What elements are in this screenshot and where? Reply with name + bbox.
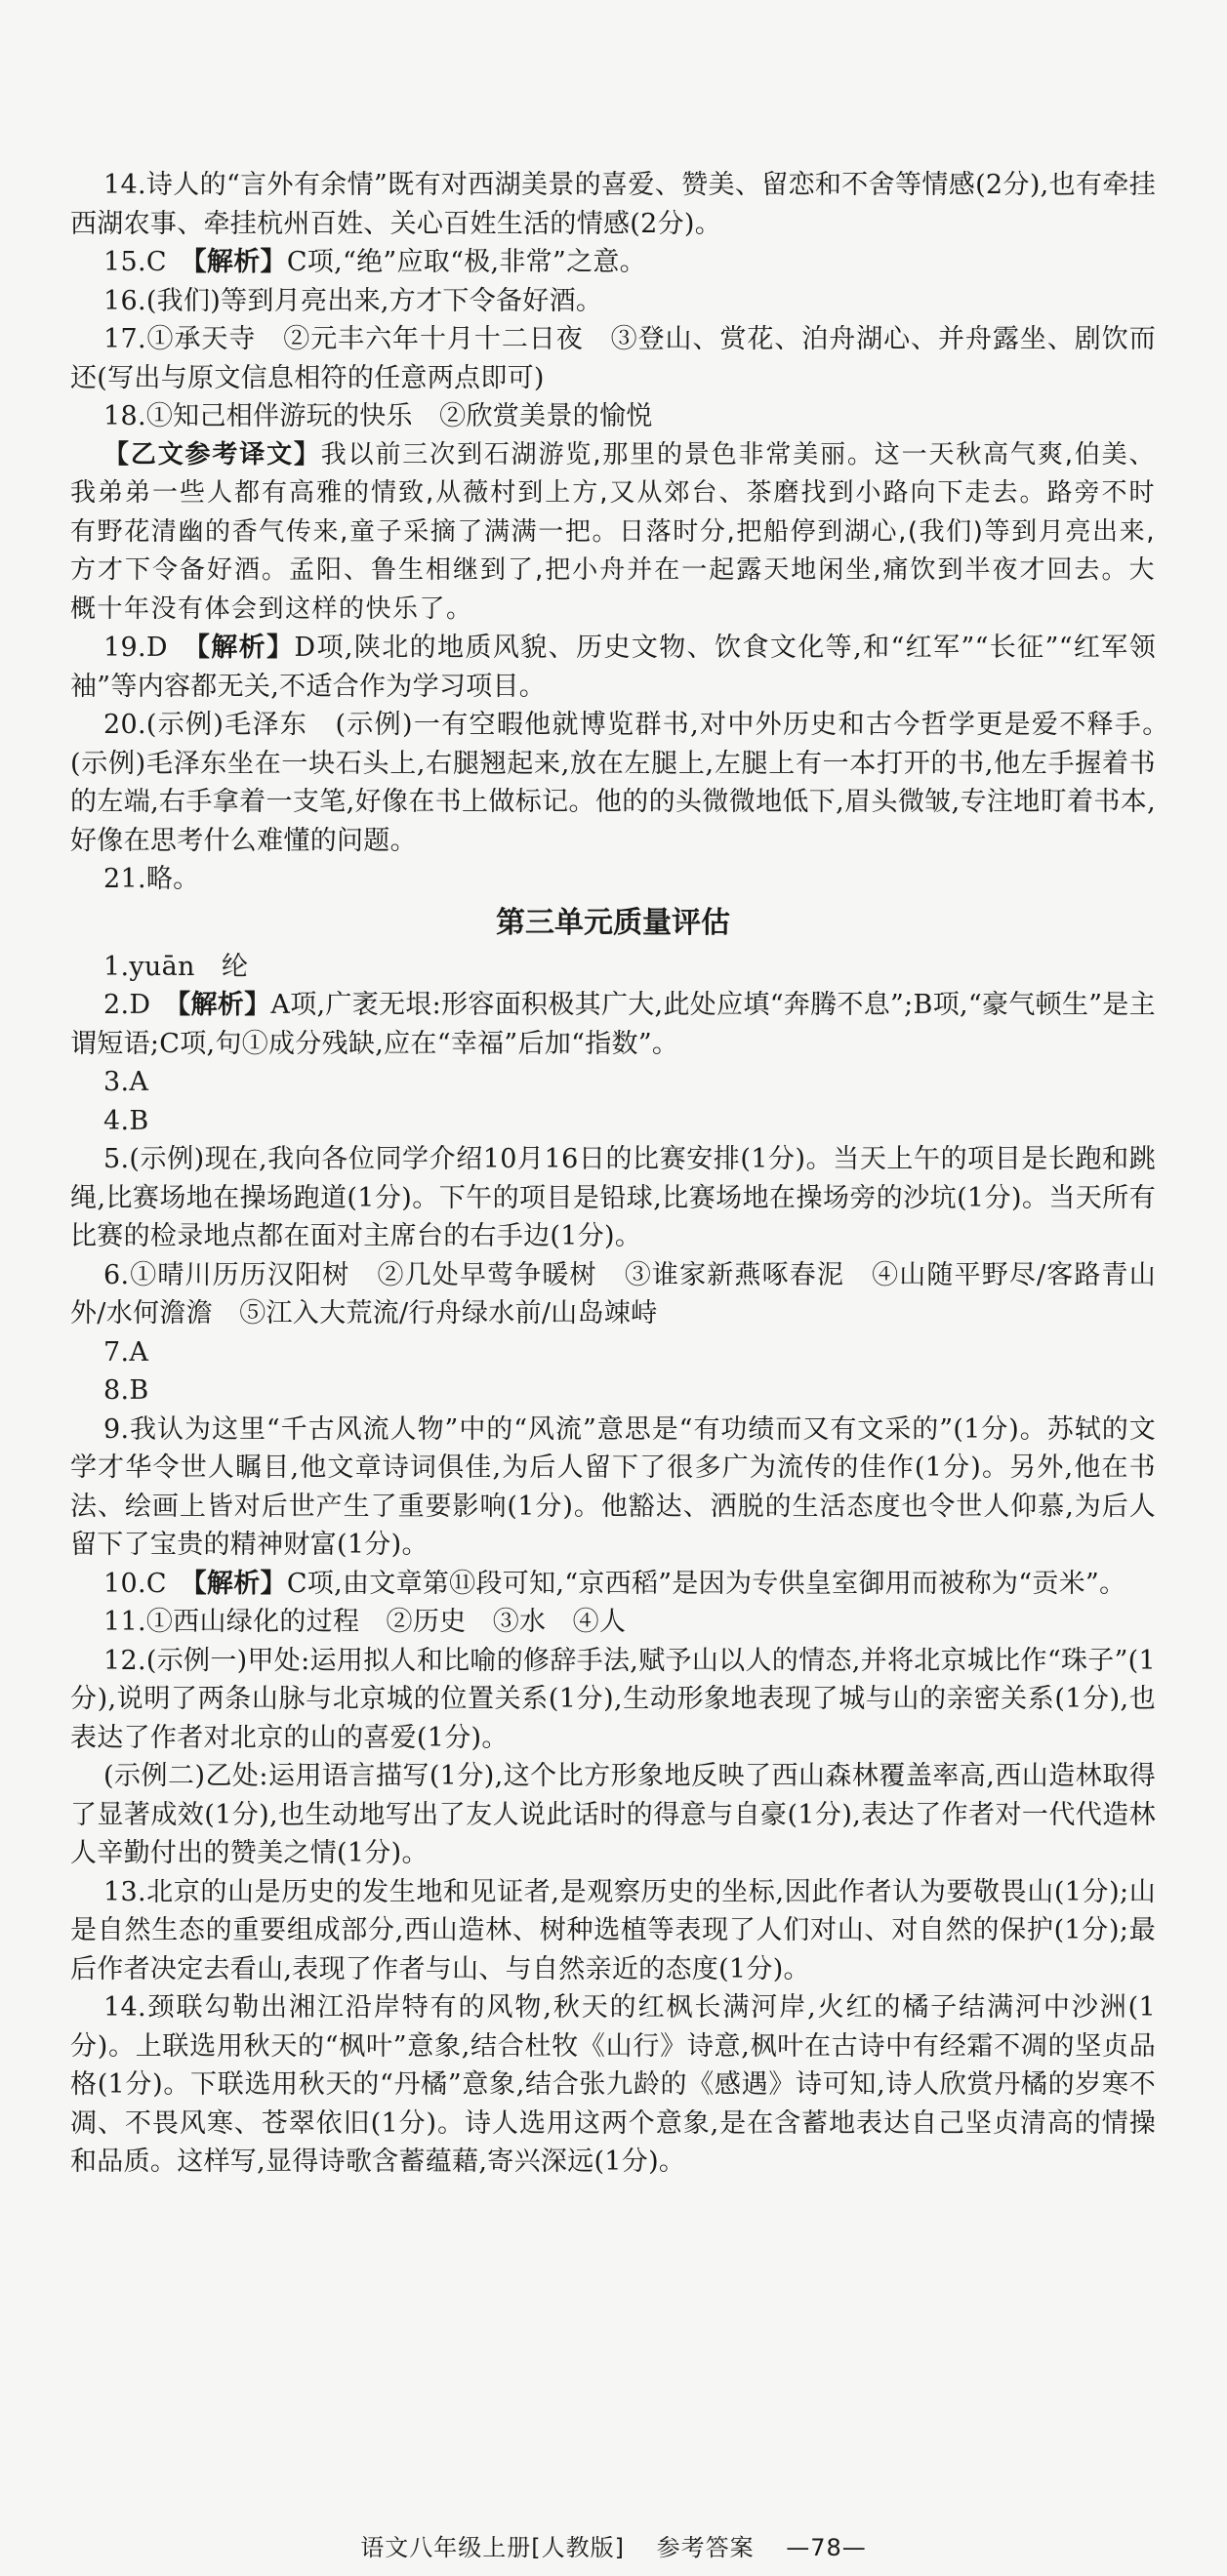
unit3-answer-13: 13.北京的山是历史的发生地和见证者,是观察历史的坐标,因此作者认为要敬畏山(1分);山是自然生态的重要组成部分,西山造林、树种选植等表现了人们对山、对自然的保护(1分);最后作者决定去看山,表现了作者与山、与自然亲近的态度(1分)。 bbox=[70, 1876, 1156, 1984]
translation-paragraph: 【乙文参考译文】我以前三次到石湖游览,那里的景色非常美丽。这一天秋高气爽,伯美、我弟弟一些人都有高雅的情致,从薇村到上方,又从郊台、茶磨找到小路向下走去。路旁不时有野花清幽的香气传来,童子采摘了满满一把。日落时分,把船停到湖心,(我们)等到月亮出来,方才下令备好酒。孟阳、鲁生相继到了,把小舟并在一起露天地闲坐,痛饮到半夜才回去。大概十年没有体会到这样的快乐了。 bbox=[70, 439, 1156, 624]
unit3-answer-8: 8.B bbox=[103, 1375, 149, 1406]
answer-16: 16.(我们)等到月亮出来,方才下令备好酒。 bbox=[103, 285, 603, 316]
answer-21: 21.略。 bbox=[103, 864, 200, 894]
footer-book-title: 语文八年级上册[人教版] bbox=[360, 2534, 625, 2561]
answer-content bbox=[70, 166, 1183, 2182]
unit3-answer-10: 10.C 【解析】C项,由文章第⑪段可知,“京西稻”是因为专供皇室御用而被称为“贡米”。 bbox=[103, 1568, 1126, 1599]
answer-20: 20.(示例)毛泽东 (示例)一有空暇他就博览群书,对中外历史和古今哲学更是爱不释手。 (示例)毛泽东坐在一块石头上,右腿翘起来,放在左腿上,左腿上有一本打开的书,他左手握着书的左端,右手拿着一支笔,好像在书上做标记。他的的头微微地低下,眉头微皱,专注地盯着书本,好像在思考什么难懂的问题。 bbox=[70, 710, 1183, 856]
unit3-answer-3: 3.A bbox=[103, 1067, 149, 1097]
unit3-answer-7: 7.A bbox=[103, 1336, 149, 1368]
answer-15: 15.C 【解析】C项,“绝”应取“极,非常”之意。 bbox=[103, 247, 646, 277]
unit3-answer-5: 5.(示例)现在,我向各位同学介绍10月16日的比赛安排(1分)。当天上午的项目是长跑和跳绳,比赛场地在操场跑道(1分)。下午的项目是铅球,比赛场地在操场旁的沙坑(1分)。当天所有比赛的检录地点都在面对主席台的右手边(1分)。 bbox=[70, 1144, 1156, 1251]
unit3-answer-2: 2.D 【解析】A项,广袤无垠:形容面积极其广大,此处应填“奔腾不息”;B项,“豪气顿生”是主谓短语;C项,句①成分残缺,应在“幸福”后加“指数”。 bbox=[70, 990, 1156, 1059]
unit3-answer-6: 6.①晴川历历汉阳树 ②几处早莺争暖树 ③谁家新燕啄春泥 ④山随平野尽/客路青山外/水何澹澹 ⑤江入大荒流/行舟绿水前/山岛竦峙 bbox=[70, 1259, 1156, 1329]
unit3-answer-1: 1.yuān 纶 bbox=[103, 951, 249, 982]
answer-19: 19.D 【解析】D项,陕北的地质风貌、历史文物、饮食文化等,和“红军”“长征”“红军领袖”等内容都无关,不适合作为学习项目。 bbox=[70, 633, 1156, 702]
page-footer bbox=[0, 2528, 1227, 2562]
footer-label: 参考答案 bbox=[656, 2534, 755, 2561]
unit3-answer-4: 4.B bbox=[103, 1105, 149, 1136]
unit3-answer-12-example1: 12.(示例一)甲处:运用拟人和比喻的修辞手法,赋予山以人的情态,并将北京城比作“珠子”(1分),说明了两条山脉与北京城的位置关系(1分),生动形象地表现了城与山的亲密关系(1分),也表达了作者对北京的山的喜爱(1分)。 bbox=[70, 1645, 1156, 1753]
unit3-answer-14: 14.颈联勾勒出湘江沿岸特有的风物,秋天的红枫长满河岸,火红的橘子结满河中沙洲(1分)。上联选用秋天的“枫叶”意象,结合杜牧《山行》诗意,枫叶在古诗中有经霜不凋的坚贞品格(1分)。下联选用秋天的“丹橘”意象,结合张九龄的《感遇》诗可知,诗人欣赏丹橘的岁寒不凋、不畏风寒、苍翠依旧(1分)。诗人选用这两个意象,是在含蓄地表达自己坚贞清高的情操和品质。这样写,显得诗歌含蓄蕴藉,寄兴深远(1分)。 bbox=[70, 1992, 1156, 2177]
unit3-answer-11: 11.①西山绿化的过程 ②历史 ③水 ④人 bbox=[103, 1607, 627, 1637]
answer-17: 17.①承天寺 ②元丰六年十月十二日夜 ③登山、赏花、泊舟湖心、并舟露坐、剧饮而还(写出与原文信息相符的任意两点即可) bbox=[70, 324, 1156, 393]
unit3-answer-9: 9.我认为这里“千古风流人物”中的“风流”意思是“有功绩而又有文采的”(1分)。苏轼的文学才华令世人瞩目,他文章诗词俱佳,为后人留下了很多广为流传的佳作(1分)。另外,他在书法、绘画上皆对后世产生了重要影响(1分)。他豁达、洒脱的生活态度也令世人仰慕,为后人留下了宝贵的精神财富(1分)。 bbox=[70, 1413, 1156, 1560]
unit3-answer-12-example2: (示例二)乙处:运用语言描写(1分),这个比方形象地反映了西山森林覆盖率高,西山造林取得了显著成效(1分),也生动地写出了友人说此话时的得意与自豪(1分),表达了作者对一代代造林人辛勤付出的赞美之情(1分)。 bbox=[70, 1761, 1156, 1868]
page-number: —78— bbox=[786, 2534, 867, 2561]
answer-18: 18.①知己相伴游玩的快乐 ②欣赏美景的愉悦 bbox=[103, 401, 653, 431]
section-title: 第三单元质量评估 bbox=[496, 905, 730, 940]
answer-14: 14.诗人的“言外有余情”既有对西湖美景的喜爱、赞美、留恋和不舍等情感(2分),也有牵挂西湖农事、牵挂杭州百姓、关心百姓生活的情感(2分)。 bbox=[70, 170, 1156, 239]
